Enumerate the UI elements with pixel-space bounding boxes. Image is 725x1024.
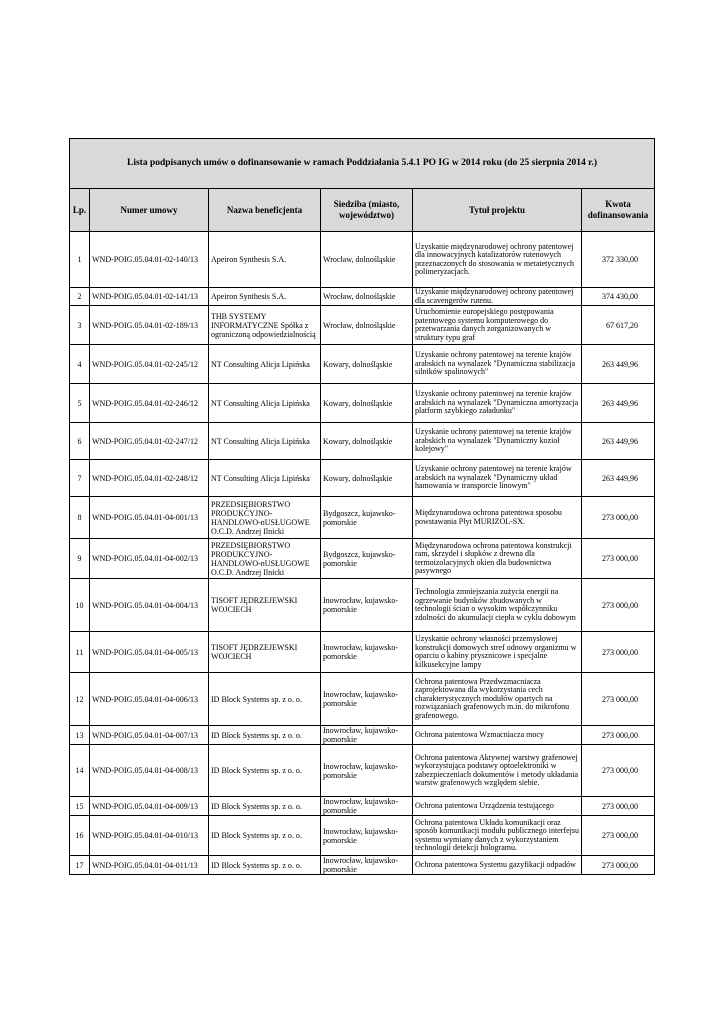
cell-kwota: 67 617,20: [582, 306, 655, 345]
cell-nazwa: THB SYSTEMY INFORMATYCZNE Spółka z ograniczoną odpowiedzialnością: [209, 306, 321, 345]
cell-numer: WND-POIG.05.04.01-02-141/13: [90, 288, 209, 306]
table-row: [70, 673, 655, 726]
table-row: [70, 460, 655, 497]
cell-siedziba: Inowrocław, kujawsko-pomorskie: [321, 632, 413, 673]
cell-numer: WND-POIG.05.04.01-02-189/13: [90, 306, 209, 345]
cell-kwota: 273 000,00: [582, 579, 655, 632]
cell-nazwa: NT Consulting Alicja Lipińska: [209, 345, 321, 384]
cell-kwota: 273 000,00: [582, 673, 655, 726]
cell-numer: WND-POIG.05.04.01-02-140/13: [90, 232, 209, 288]
cell-tytul: Międzynarodowa ochrona patentowa konstrukcji ram, skrzydeł i słupków z drewna dla termoizolacyjnych okien dla budownictwa pasywnego: [413, 539, 582, 579]
table-row: [70, 726, 655, 745]
cell-siedziba: Inowrocław, kujawsko-pomorskie: [321, 579, 413, 632]
cell-siedziba: Inowrocław, kujawsko-pomorskie: [321, 856, 413, 875]
cell-lp: 4: [70, 345, 90, 384]
table-row: [70, 345, 655, 384]
cell-kwota: 372 330,00: [582, 232, 655, 288]
table-row: [70, 539, 655, 579]
cell-numer: WND-POIG.05.04.01-02-246/12: [90, 384, 209, 423]
cell-kwota: 263 449,96: [582, 345, 655, 384]
cell-numer: WND-POIG.05.04.01-02-248/12: [90, 460, 209, 497]
cell-kwota: 273 000,00: [582, 497, 655, 539]
cell-kwota: 273 000,00: [582, 816, 655, 856]
cell-siedziba: Wrocław, dolnośląskie: [321, 306, 413, 345]
cell-tytul: Uzyskanie ochrony patentowej na terenie krajów arabskich na wynalazek "Dynamiczna stabilizacja silników spalinowych": [413, 345, 582, 384]
table-row: [70, 384, 655, 423]
cell-tytul: Ochrona patentowa Urządzenia testującego: [413, 797, 582, 816]
cell-lp: 14: [70, 745, 90, 797]
cell-numer: WND-POIG.05.04.01-02-247/12: [90, 423, 209, 460]
header-lp: Lp.: [70, 189, 90, 232]
cell-nazwa: PRZEDSIĘBIORSTWO PRODUKCYJNO-HANDLOWO-nUSŁUGOWE O.C.D. Andrzej Ilnicki: [209, 497, 321, 539]
cell-numer: WND-POIG.05.04.01-04-002/13: [90, 539, 209, 579]
cell-siedziba: Kowary, dolnośląskie: [321, 384, 413, 423]
header-row: [70, 189, 655, 232]
cell-lp: 8: [70, 497, 90, 539]
cell-nazwa: ID Block Systems sp. z o. o.: [209, 797, 321, 816]
cell-kwota: 374 430,00: [582, 288, 655, 306]
cell-tytul: Ochrona patentowa Wzmacniacza mocy: [413, 726, 582, 745]
table-row: [70, 745, 655, 797]
table-title: Lista podpisanych umów o dofinansowanie w ramach Poddziałania 5.4.1 PO IG w 2014 roku (do 25 sierpnia 2014 r.): [70, 139, 655, 189]
cell-numer: WND-POIG.05.04.01-04-010/13: [90, 816, 209, 856]
cell-nazwa: ID Block Systems sp. z o. o.: [209, 816, 321, 856]
table-row: [70, 856, 655, 875]
cell-tytul: Technologia zmniejszania zużycia energii na ogrzewanie budynków zbudowanych w technologii ścian o wysokim współczynniku zdolności do akumulacji ciepła w cyklu dobowym: [413, 579, 582, 632]
cell-tytul: Ochrona patentowa Układu komunikacji oraz sposób komunikacji modułu publicznego interfejsu systemu wymiany danych z wykorzystaniem technologii detekcji hologramu.: [413, 816, 582, 856]
cell-nazwa: NT Consulting Alicja Lipińska: [209, 384, 321, 423]
agreements-table: [69, 138, 655, 875]
cell-tytul: Ochrona patentowa Systemu gazyfikacji odpadów: [413, 856, 582, 875]
header-siedziba: Siedziba (miasto, województwo): [321, 189, 413, 232]
document-page: [69, 138, 654, 875]
cell-siedziba: Bydgoszcz, kujawsko-pomorskie: [321, 497, 413, 539]
cell-numer: WND-POIG.05.04.01-02-245/12: [90, 345, 209, 384]
table-row: [70, 232, 655, 288]
cell-lp: 3: [70, 306, 90, 345]
cell-numer: WND-POIG.05.04.01-04-009/13: [90, 797, 209, 816]
cell-kwota: 273 000,00: [582, 726, 655, 745]
cell-lp: 10: [70, 579, 90, 632]
cell-siedziba: Kowary, dolnośląskie: [321, 345, 413, 384]
cell-kwota: 273 000,00: [582, 745, 655, 797]
cell-lp: 16: [70, 816, 90, 856]
cell-numer: WND-POIG.05.04.01-04-004/13: [90, 579, 209, 632]
header-kwota: Kwota dofinansowania: [582, 189, 655, 232]
cell-lp: 6: [70, 423, 90, 460]
table-row: [70, 497, 655, 539]
cell-siedziba: Kowary, dolnośląskie: [321, 460, 413, 497]
cell-numer: WND-POIG.05.04.01-04-011/13: [90, 856, 209, 875]
cell-siedziba: Kowary, dolnośląskie: [321, 423, 413, 460]
cell-tytul: Uzyskanie ochrony patentowej na terenie krajów arabskich na wynalazek "Dynamiczny kozioł kolejowy": [413, 423, 582, 460]
table-row: [70, 288, 655, 306]
cell-kwota: 273 000,00: [582, 632, 655, 673]
cell-lp: 17: [70, 856, 90, 875]
cell-tytul: Międzynarodowa ochrona patentowa sposobu powstawania Płyt MURIZOL-SX.: [413, 497, 582, 539]
cell-siedziba: Inowrocław, kujawsko-pomorskie: [321, 726, 413, 745]
cell-tytul: Uzyskanie ochrony patentowej na terenie krajów arabskich na wynalazek "Dynamiczna amortyzacja platform szybkiego załadunku": [413, 384, 582, 423]
cell-nazwa: ID Block Systems sp. z o. o.: [209, 673, 321, 726]
cell-nazwa: ID Block Systems sp. z o. o.: [209, 856, 321, 875]
cell-kwota: 273 000,00: [582, 856, 655, 875]
cell-tytul: Ochrona patentowa Aktywnej warstwy grafenowej wykorzystująca podstawy optoelektroniki w zabezpieczeniach dokumentów i metody układania warstw grafenowych względem siebie.: [413, 745, 582, 797]
header-numer: Numer umowy: [90, 189, 209, 232]
cell-lp: 7: [70, 460, 90, 497]
cell-nazwa: TISOFT JĘDRZEJEWSKI WOJCIECH: [209, 632, 321, 673]
cell-numer: WND-POIG.05.04.01-04-007/13: [90, 726, 209, 745]
cell-tytul: Ochrona patentowa Przedwzmacniacza zaprojektowana dla wykorzystania cech charakterystycznych modułów opartych na rozwiązaniach grafenowych m.in. do mikrofonu grafenowego.: [413, 673, 582, 726]
cell-kwota: 273 000,00: [582, 797, 655, 816]
cell-siedziba: Inowrocław, kujawsko-pomorskie: [321, 816, 413, 856]
table-row: [70, 797, 655, 816]
table-row: [70, 579, 655, 632]
cell-tytul: Uzyskanie ochrony własności przemysłowej konstrukcji domowych stref odnowy organizmu w oparciu o kabiny prysznicowe i specjalne kilkusekcyjne lampy: [413, 632, 582, 673]
cell-siedziba: Bydgoszcz, kujawsko-pomorskie: [321, 539, 413, 579]
cell-siedziba: Wrocław, dolnośląskie: [321, 288, 413, 306]
cell-lp: 11: [70, 632, 90, 673]
cell-nazwa: PRZEDSIĘBIORSTWO PRODUKCYJNO-HANDLOWO-nUSŁUGOWE O.C.D. Andrzej Ilnicki: [209, 539, 321, 579]
header-nazwa: Nazwa beneficjenta: [209, 189, 321, 232]
cell-siedziba: Inowrocław, kujawsko-pomorskie: [321, 797, 413, 816]
table-row: [70, 632, 655, 673]
cell-lp: 13: [70, 726, 90, 745]
cell-kwota: 263 449,96: [582, 460, 655, 497]
cell-tytul: Uruchomienie europejskiego postępowania patentowego systemu komputerowego do przetwarzania danych zorganizowanych w struktury typu graf: [413, 306, 582, 345]
cell-nazwa: ID Block Systems sp. z o. o.: [209, 745, 321, 797]
cell-numer: WND-POIG.05.04.01-04-001/13: [90, 497, 209, 539]
cell-numer: WND-POIG.05.04.01-04-006/13: [90, 673, 209, 726]
table-row: [70, 816, 655, 856]
cell-tytul: Uzyskanie międzynarodowej ochrony patentowej dla innowacyjnych katalizatorów rutenowych przeznaczonych do stosowania w metatetycznych polimeryzacjach.: [413, 232, 582, 288]
cell-lp: 15: [70, 797, 90, 816]
cell-tytul: Uzyskanie ochrony patentowej na terenie krajów arabskich na wynalazek "Dynamiczny układ hamowania w transporcie linowym": [413, 460, 582, 497]
cell-nazwa: Apeiron Synthesis S.A.: [209, 232, 321, 288]
cell-nazwa: Apeiron Synthesis S.A.: [209, 288, 321, 306]
cell-lp: 2: [70, 288, 90, 306]
cell-siedziba: Wrocław, dolnośląskie: [321, 232, 413, 288]
header-tytul: Tytuł projektu: [413, 189, 582, 232]
cell-nazwa: NT Consulting Alicja Lipińska: [209, 460, 321, 497]
cell-lp: 1: [70, 232, 90, 288]
cell-numer: WND-POIG.05.04.01-04-005/13: [90, 632, 209, 673]
cell-nazwa: TISOFT JĘDRZEJEWSKI WOJCIECH: [209, 579, 321, 632]
cell-nazwa: ID Block Systems sp. z o. o.: [209, 726, 321, 745]
cell-kwota: 263 449,96: [582, 384, 655, 423]
table-row: [70, 306, 655, 345]
cell-siedziba: Inowrocław, kujawsko-pomorskie: [321, 673, 413, 726]
cell-numer: WND-POIG.05.04.01-04-008/13: [90, 745, 209, 797]
cell-kwota: 263 449,96: [582, 423, 655, 460]
cell-lp: 12: [70, 673, 90, 726]
cell-kwota: 273 000,00: [582, 539, 655, 579]
table-row: [70, 423, 655, 460]
cell-lp: 9: [70, 539, 90, 579]
cell-siedziba: Inowrocław, kujawsko-pomorskie: [321, 745, 413, 797]
cell-nazwa: NT Consulting Alicja Lipińska: [209, 423, 321, 460]
cell-lp: 5: [70, 384, 90, 423]
cell-tytul: Uzyskanie międzynarodowej ochrony patentowej dla scavengerów rutenu.: [413, 288, 582, 306]
